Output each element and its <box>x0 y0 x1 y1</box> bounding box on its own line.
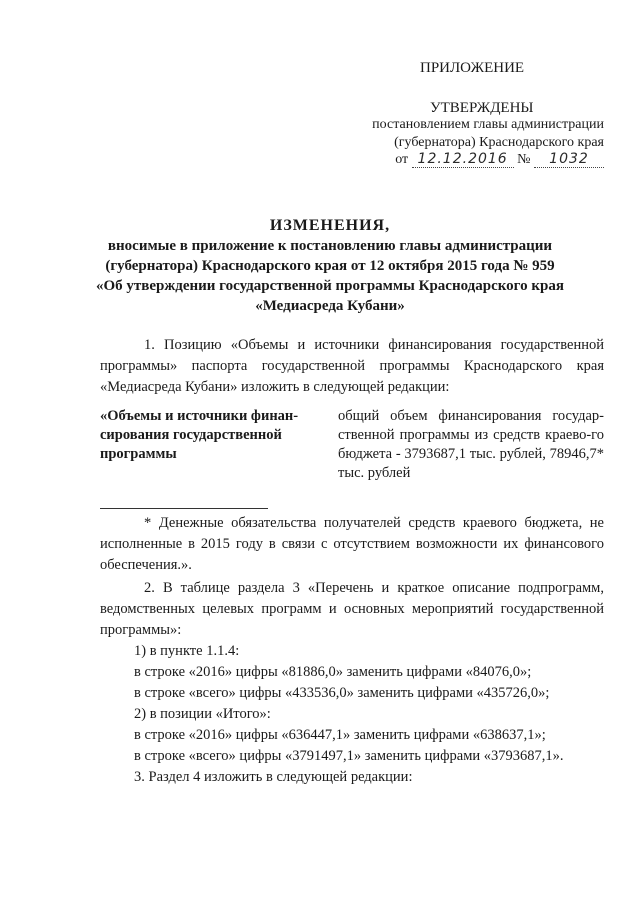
approved-heading: УТВЕРЖДЕНЫ <box>430 100 534 116</box>
title-line-1: вносимые в приложение к постановлению главы администрации <box>107 238 553 254</box>
from-label: от <box>395 152 409 167</box>
list-item: в строке «всего» цифры «433536,0» заменить цифрами «435726,0»; <box>134 685 550 701</box>
approval-line-2: (губернатора) Краснодарского края <box>394 135 604 150</box>
paragraph-1: 1. Позицию «Объемы и источники финансирования государственной программы» паспорта государственной программы Краснодарского края «Медиасреда Кубани» изложить в следующей редакции: <box>100 337 604 395</box>
title-line-4: «Медиасреда Кубани» <box>255 298 405 314</box>
title-line-2: (губернатора) Краснодарского края от 12 октября 2015 года № 959 <box>105 258 555 274</box>
list-item: 1) в пункте 1.1.4: <box>134 643 240 659</box>
table-right-cell: общий объем финансирования государ-ственной программы из средств краево-го бюджета - 3793687,1 тыс. рублей, 78946,7* тыс. рублей <box>338 408 604 481</box>
number-label: № <box>517 152 531 167</box>
list-item: в строке «всего» цифры «3791497,1» заменить цифрами «3793687,1». <box>134 748 564 764</box>
title-line-3: «Об утверждении государственной программы Краснодарского края <box>96 278 564 294</box>
paragraph-2: 2. В таблице раздела 3 «Перечень и краткое описание подпрограмм, ведомственных целевых программ и основных мероприятий государственной программы»: <box>100 580 604 638</box>
table-left-cell: «Объемы и источники финан-сирования государственной программы <box>100 408 299 462</box>
handwritten-number: 1032 <box>534 151 604 168</box>
appendix-heading: ПРИЛОЖЕНИЕ <box>420 60 525 76</box>
document-title <box>60 216 600 316</box>
list-item: в строке «2016» цифры «636447,1» заменить цифрами «638637,1»; <box>134 727 546 743</box>
approval-date-line <box>395 151 604 168</box>
paragraph-3: 3. Раздел 4 изложить в следующей редакции: <box>134 769 413 785</box>
title-main: ИЗМЕНЕНИЯ, <box>269 217 391 234</box>
changes-list <box>134 641 604 767</box>
footnote: * Денежные обязательства получателей средств краевого бюджета, не исполненные в 2015 году в связи с отсутствием возможности их финансового обеспечения.». <box>100 515 604 573</box>
handwritten-date: 12.12.2016 <box>412 151 514 168</box>
list-item: в строке «2016» цифры «81886,0» заменить цифрами «84076,0»; <box>134 664 532 680</box>
approval-line-1: постановлением главы администрации <box>372 117 604 132</box>
list-item: 2) в позиции «Итого»: <box>134 706 271 722</box>
footnote-divider <box>100 508 268 509</box>
